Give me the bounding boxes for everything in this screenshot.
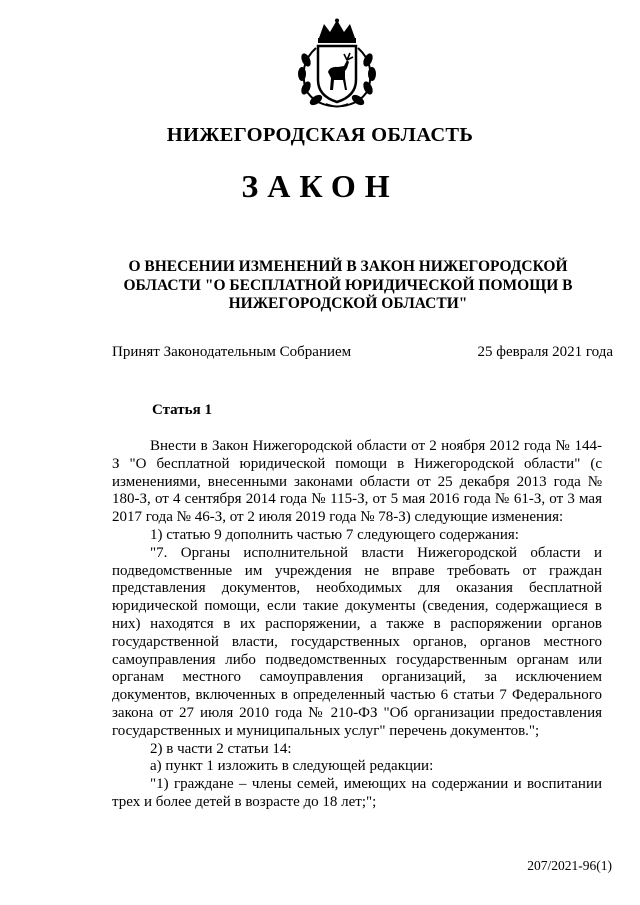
coat-of-arms-icon <box>292 18 382 110</box>
paragraph-item-1: 1) статью 9 дополнить частью 7 следующего содержания: <box>150 526 519 543</box>
paragraph-part-7: "7. Органы исполнительной власти Нижегородской области и подведомственные им учреждения не вправе требовать от граждан представления документов, необходимых для оказания бесплатной юридической помощи, если такие документы (сведения, содержащиеся в них) находятся в их распоряжении, а также в распоряжении органов государственной власти, государственных органов, органов местного самоуправления либо подведомственных государственным органам или органам местного самоуправления организаций, за исключением документов, включенных в определенный частью 6 статьи 7 Федерального закона от 27 июля 2010 года № 210-ФЗ "Об организации предоставления государственных и муниципальных услуг" перечень документов."; <box>112 544 602 739</box>
document-number: 207/2021-96(1) <box>527 858 612 873</box>
document-type: ЗАКОН <box>241 168 399 204</box>
paragraph-intro: Внести в Закон Нижегородской области от 2 ноября 2012 года № 144-З "О бесплатной юридической помощи в Нижегородской области" (с изменениями, внесенными законами области от 25 декабря 2013 года № 180-З, от 4 сентября 2014 года № 115-З, от 5 мая 2016 года № 61-З, от 3 мая 2017 года № 46-З, от 2 июля 2019 года № 78-З) следующие изменения: <box>112 438 602 526</box>
region-name: НИЖЕГОРОДСКАЯ ОБЛАСТЬ <box>166 124 474 146</box>
article-heading: Статья 1 <box>152 402 212 418</box>
law-title: О ВНЕСЕНИИ ИЗМЕНЕНИЙ В ЗАКОН НИЖЕГОРОДСКОЙ ОБЛАСТИ "О БЕСПЛАТНОЙ ЮРИДИЧЕСКОЙ ПОМОЩИ В НИЖЕГОРОДСКОЙ ОБЛАСТИ" <box>123 258 573 312</box>
adoption-date: 25 февраля 2021 года <box>477 344 613 360</box>
article-body <box>112 438 602 812</box>
paragraph-item-2: 2) в части 2 статьи 14: <box>150 740 292 757</box>
paragraph-point-1: "1) граждане – члены семей, имеющих на содержании и воспитании трех и более детей в возрасте до 18 лет;"; <box>112 776 602 810</box>
paragraph-subitem-a: а) пункт 1 изложить в следующей редакции: <box>150 758 434 775</box>
adopted-by: Принят Законодательным Собранием <box>112 344 352 360</box>
